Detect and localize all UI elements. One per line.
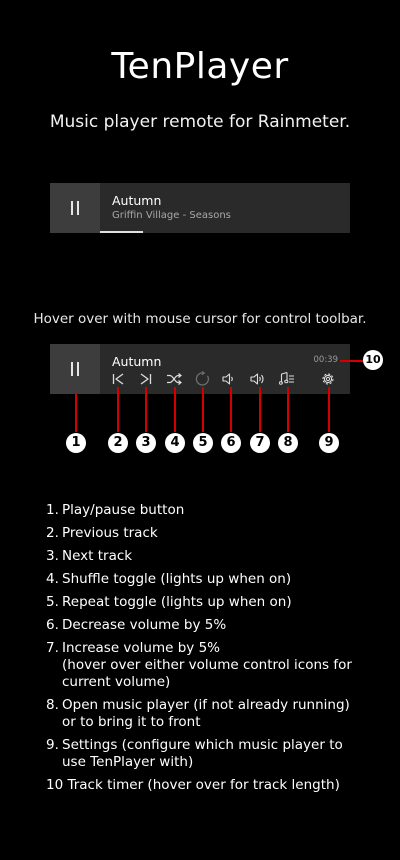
shuffle-button[interactable] — [166, 371, 182, 387]
list-item: 3. Next track — [46, 548, 133, 564]
feature-legend-list — [46, 502, 366, 800]
list-item: 8. Open music player (if not already running) or to bring it to front — [46, 697, 350, 730]
volume-up-button[interactable] — [250, 371, 266, 387]
callout-leader-8 — [287, 387, 289, 432]
list-item: 10 Track timer (hover over for track length) — [46, 777, 340, 793]
callout-leader-5 — [202, 387, 204, 432]
list-item: 1. Play/pause button — [46, 502, 185, 518]
player-preview — [50, 183, 350, 233]
pause-icon — [71, 201, 73, 215]
callout-badge-2: 2 — [108, 433, 128, 453]
track-title: Autumn — [112, 193, 162, 208]
page-subtitle: Music player remote for Rainmeter. — [49, 112, 351, 132]
callout-leader-6 — [230, 387, 232, 432]
pause-icon — [71, 362, 73, 376]
callout-leader-9 — [328, 387, 330, 432]
volume-down-button[interactable] — [221, 371, 237, 387]
repeat-button[interactable] — [195, 371, 211, 387]
callout-badge-7: 7 — [250, 433, 270, 453]
list-item: 5. Repeat toggle (lights up when on) — [46, 594, 292, 610]
track-title: Autumn — [112, 354, 162, 369]
list-item: 7. Increase volume by 5% (hover over either volume control icons for current volume) — [46, 640, 352, 690]
previous-track-button[interactable] — [110, 371, 126, 387]
previous-track-icon — [110, 371, 126, 387]
track-progress-fill — [100, 231, 143, 233]
hover-instructions: Hover over with mouse cursor for control toolbar. — [33, 311, 367, 327]
page-title: TenPlayer — [111, 46, 289, 87]
player-toolbar — [50, 344, 350, 394]
volume-down-icon — [221, 371, 237, 387]
settings-button[interactable] — [320, 371, 336, 387]
list-item: 4. Shuffle toggle (lights up when on) — [46, 571, 292, 587]
next-track-button[interactable] — [138, 371, 154, 387]
shuffle-icon — [166, 371, 182, 387]
track-progress-bar[interactable] — [100, 231, 350, 233]
track-timer[interactable]: 00:39 — [313, 355, 338, 365]
callout-badge-9: 9 — [319, 433, 339, 453]
callout-leader-2 — [117, 387, 119, 432]
callout-badge-10: 10 — [363, 350, 383, 370]
play-pause-button[interactable] — [50, 183, 100, 233]
list-item: 6. Decrease volume by 5% — [46, 617, 227, 633]
music-note-icon — [279, 371, 295, 387]
callout-badge-8: 8 — [278, 433, 298, 453]
next-track-icon — [138, 371, 154, 387]
callout-badge-5: 5 — [193, 433, 213, 453]
gear-icon — [320, 371, 336, 387]
callout-badge-1: 1 — [66, 433, 86, 453]
pause-icon-bar — [77, 201, 79, 215]
callout-leader-10 — [340, 360, 364, 362]
track-artist-album: Griffin Village - Seasons — [112, 210, 231, 221]
callout-leader-1 — [75, 394, 77, 432]
callout-badge-4: 4 — [165, 433, 185, 453]
callout-leader-7 — [259, 387, 261, 432]
callout-badge-3: 3 — [136, 433, 156, 453]
pause-icon-bar — [77, 362, 79, 376]
volume-up-icon — [250, 371, 266, 387]
list-item: 2. Previous track — [46, 525, 158, 541]
callout-leader-4 — [174, 387, 176, 432]
play-pause-button[interactable] — [50, 344, 100, 394]
callout-badge-6: 6 — [221, 433, 241, 453]
repeat-icon — [195, 371, 211, 387]
callout-leader-3 — [145, 387, 147, 432]
list-item: 9. Settings (configure which music player to use TenPlayer with) — [46, 737, 343, 770]
open-music-player-button[interactable] — [279, 371, 295, 387]
